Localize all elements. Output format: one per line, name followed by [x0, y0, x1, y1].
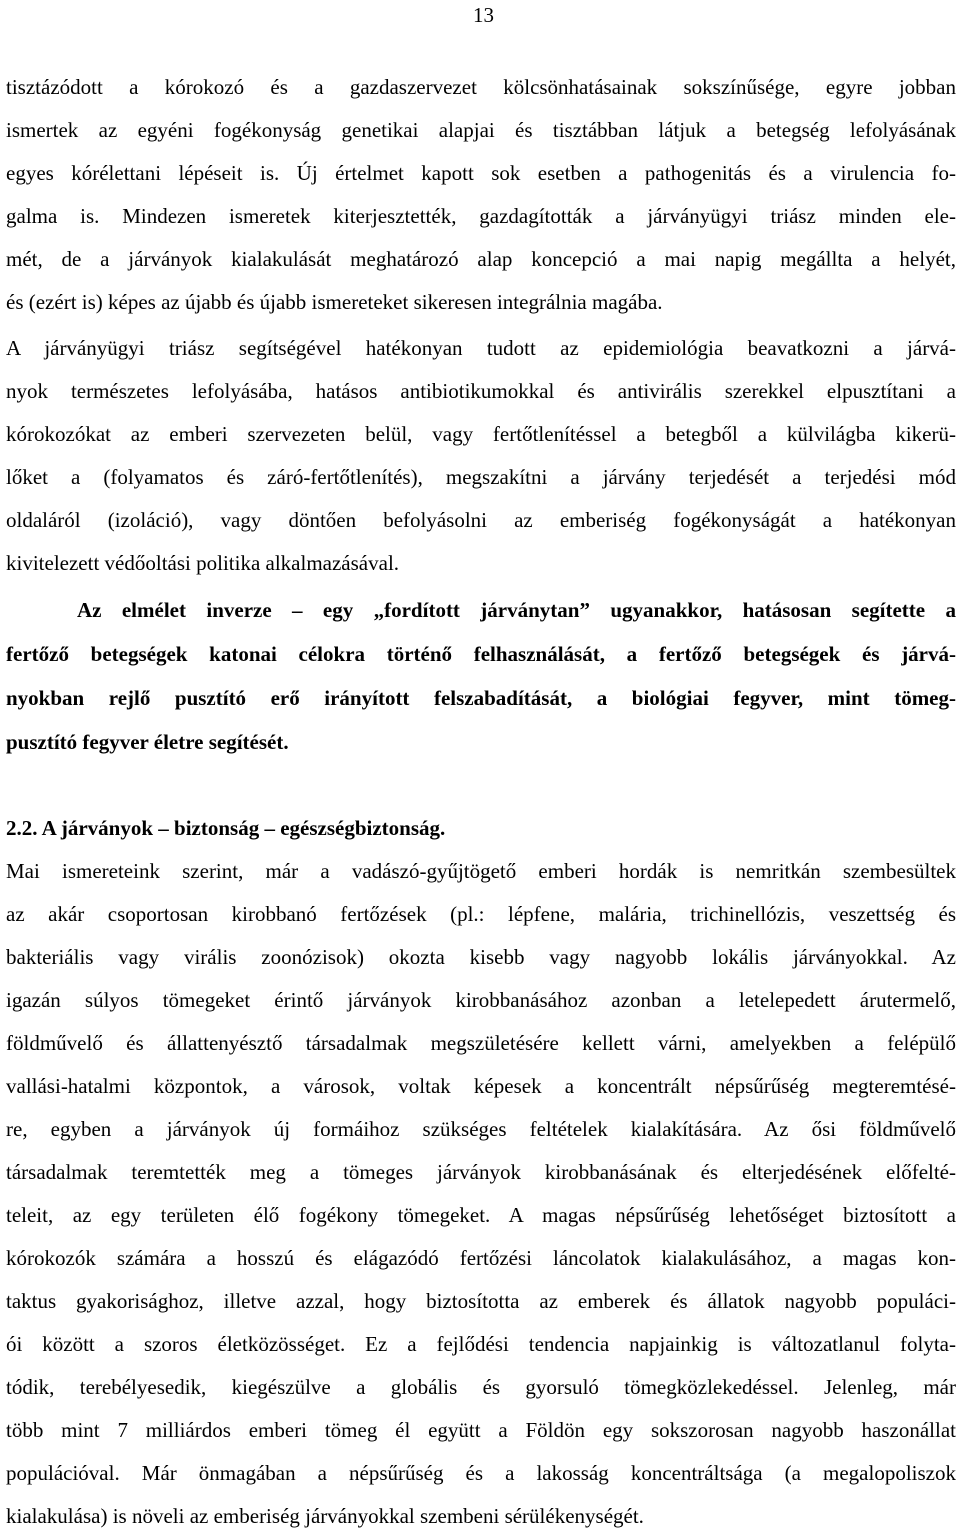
- text-line: kialakulása) is növeli az emberiség járványokkal szembeni sérülékenységét.: [6, 1504, 644, 1528]
- text-line: taktus gyakorisághoz, illetve azzal, hogy biztosította az emberek és állatok nagyobb populáci-: [6, 1289, 956, 1313]
- bold-text-line: nyokban rejlő pusztító erő irányított felszabadítását, a biológiai fegyver, mint tömeg-: [6, 686, 956, 710]
- text-line: tódik, terebélyesedik, kiegészülve a globális és gyorsuló tömegközlekedéssel. Jelenleg, már: [6, 1375, 956, 1399]
- text-line: nyok természetes lefolyásába, hatásos antibiotikumokkal és antivirális szerekkel elpusztítani a: [6, 379, 956, 403]
- text-line: kórokozók számára a hosszú és elágazódó fertőzési láncolatok kialakulásához, a magas kon-: [6, 1246, 956, 1270]
- text-line: re, egyben a járványok új formáihoz szükséges feltételek kialakítására. Az ősi földművelő: [6, 1117, 956, 1141]
- text-line: kórokozókat az emberi szervezeten belül, vagy fertőtlenítéssel a betegből a külvilágba kikerü-: [6, 422, 956, 446]
- text-line: kivitelezett védőoltási politika alkalmazásával.: [6, 551, 400, 575]
- text-line: oldaláról (izoláció), vagy döntően befolyásolni az emberiség fogékonyságát a hatékonyan: [6, 508, 956, 532]
- text-line: teleit, az egy területen élő fogékony tömegeket. A magas népsűrűség lehetőséget biztosított a: [6, 1203, 956, 1227]
- text-line: igazán súlyos tömegeket érintő járványok kirobbanásához azonban a letelepedett árutermelő,: [6, 988, 956, 1012]
- section-heading: 2.2. A járványok – biztonság – egészségbiztonság.: [6, 816, 446, 840]
- text-line: társadalmak teremtették meg a tömeges járványok kirobbanásának és elterjedésének előfelté-: [6, 1160, 956, 1184]
- bold-text-line: fertőző betegségek katonai célokra történő felhasználását, a fertőző betegségek és járvá-: [6, 642, 956, 666]
- text-line: ói között a szoros életközösséget. Ez a fejlődési tendencia napjainkig is változatlanul folyta-: [6, 1332, 956, 1356]
- page-number: 13: [473, 3, 494, 27]
- text-line: lőket a (folyamatos és záró-fertőtlenítés), megszakítni a járvány terjedését a terjedési mód: [6, 465, 956, 489]
- text-line: Mai ismereteink szerint, már a vadászó-gyűjtögető emberi hordák is nemritkán szembesültek: [6, 859, 956, 883]
- bold-text-line: Az elmélet inverze – egy „fordított járványtan” ugyanakkor, hatásosan segítette a: [77, 598, 956, 622]
- text-line: földművelő és állattenyésztő társadalmak megszületésére kellett várni, amelyekben a felépülő: [6, 1031, 956, 1055]
- text-line: mét, de a járványok kialakulását meghatározó alap koncepció a mai napig megállta a helyét,: [6, 247, 956, 271]
- text-line: A járványügyi triász segítségével hatékonyan tudott az epidemiológia beavatkozni a járvá-: [6, 336, 956, 360]
- text-line: egyes kórélettani lépéseit is. Új értelmet kapott sok esetben a pathogenitás és a virulencia fo-: [6, 161, 956, 185]
- text-line: több mint 7 milliárdos emberi tömeg él együtt a Földön egy sokszorosan nagyobb haszonállat: [6, 1418, 956, 1442]
- text-line: az akár csoportosan kirobbanó fertőzések (pl.: lépfene, malária, trichinellózis, veszettség és: [6, 902, 956, 926]
- text-line: populációval. Már önmagában a népsűrűség és a lakosság koncentráltsága (a megalopoliszok: [6, 1461, 956, 1485]
- bold-text-line: pusztító fegyver életre segítését.: [6, 730, 289, 754]
- text-line: ismertek az egyéni fogékonyság genetikai alapjai és tisztábban látjuk a betegség lefolyásának: [6, 118, 956, 142]
- text-line: és (ezért is) képes az újabb és újabb ismereteket sikeresen integrálnia magába.: [6, 290, 663, 314]
- text-line: tisztázódott a kórokozó és a gazdaszervezet kölcsönhatásainak sokszínűsége, egyre jobban: [6, 75, 956, 99]
- text-line: bakteriális vagy virális zoonózisok) okozta kisebb vagy nagyobb lokális járványokkal. Az: [6, 945, 956, 969]
- text-line: vallási-hatalmi központok, a városok, voltak képesek a koncentrált népsűrűség megteremtésé-: [6, 1074, 956, 1098]
- text-line: galma is. Mindezen ismeretek kiterjesztették, gazdagították a járványügyi triász minden ele-: [6, 204, 956, 228]
